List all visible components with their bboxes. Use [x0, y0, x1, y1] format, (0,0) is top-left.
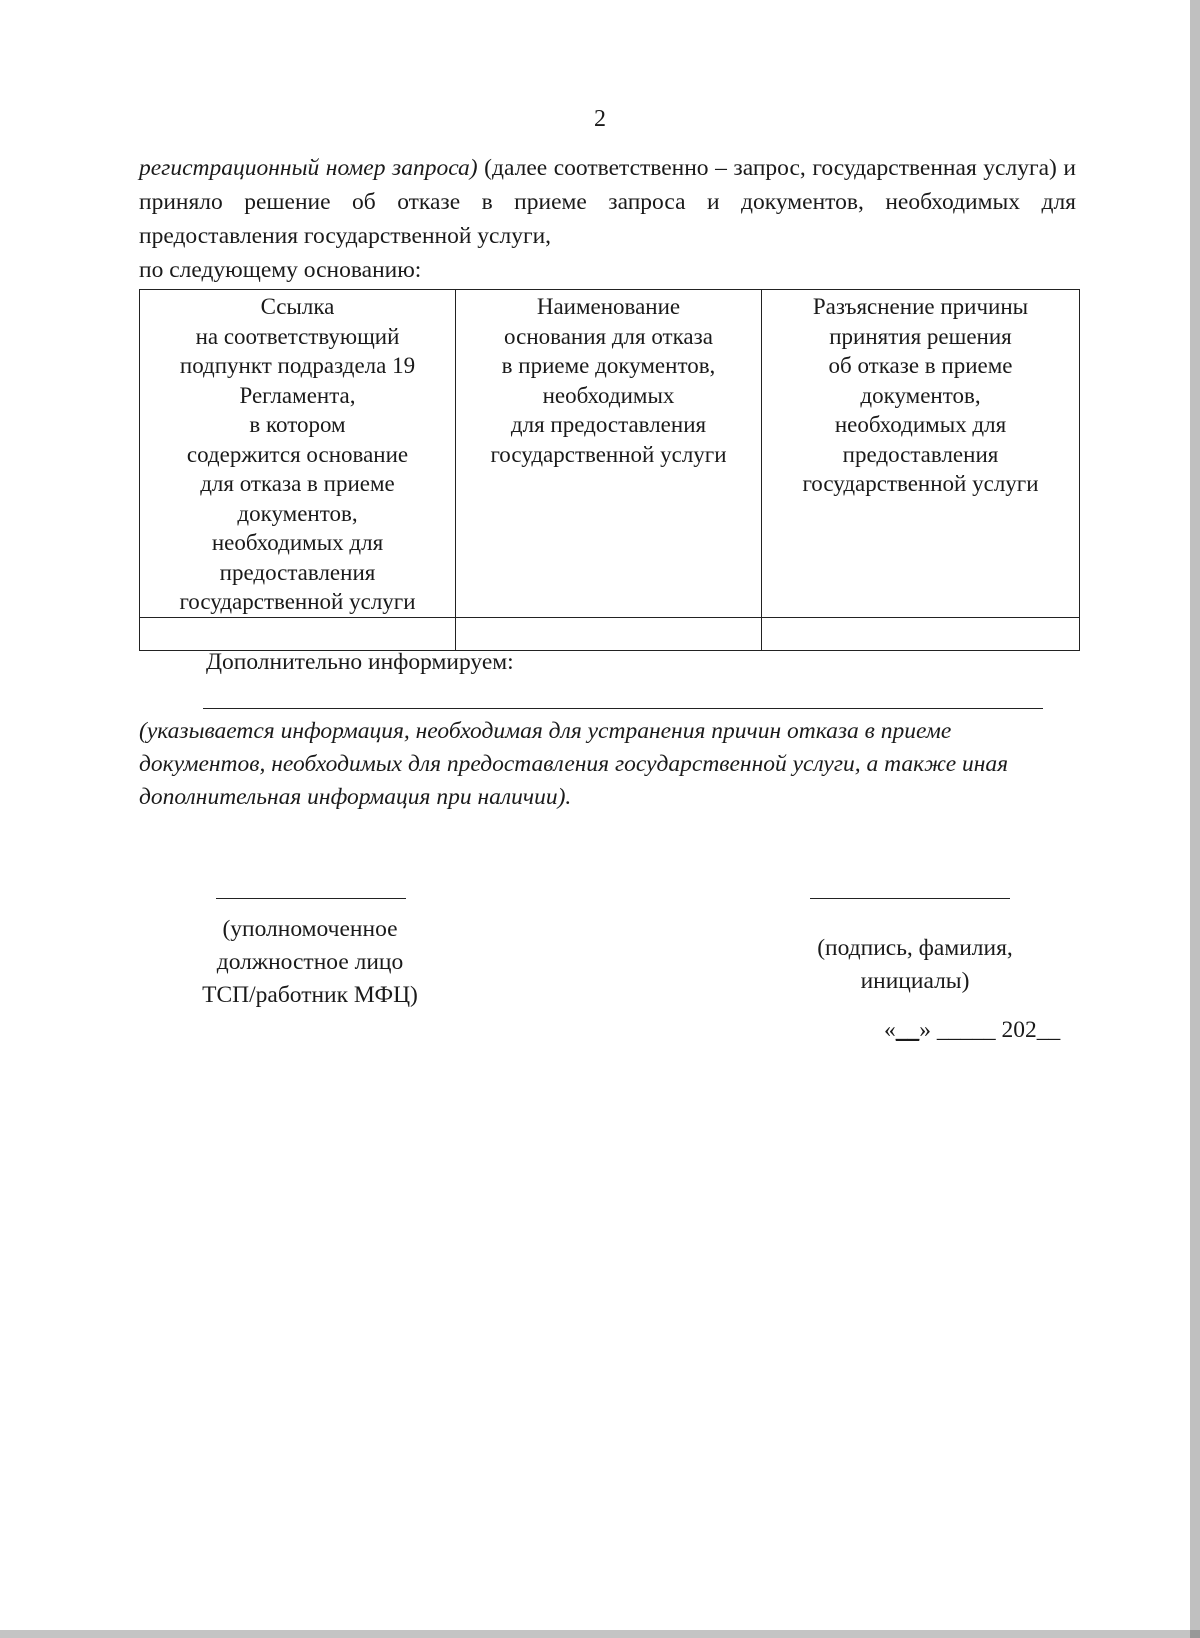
intro-last-line: по следующему основанию:: [139, 257, 422, 283]
date-line: [884, 1017, 1060, 1044]
signature-caption: (подпись, фамилия, инициалы): [817, 935, 1013, 994]
additional-info-line[interactable]: [203, 708, 1043, 709]
table-header-row: [140, 290, 1080, 618]
scan-edge-bottom: [0, 1630, 1200, 1638]
table-cell-name[interactable]: [456, 617, 762, 650]
header-reference-text: Ссылка на соответствующий подпункт подраздела 19 Регламента, в котором содержится основание для отказа в приеме документов, необходимых для предоставления государственной услуги: [179, 294, 416, 614]
header-reference-cell: [140, 290, 456, 618]
additional-info-note: (указывается информация, необходимая для устранения причин отказа в приеме документов, необходимых для предоставления государственной услуги, а также иная дополнительная информация при наличии).: [139, 718, 1009, 810]
table-cell-reference[interactable]: [140, 617, 456, 650]
official-caption: (уполномоченное должностное лицо ТСП/работник МФЦ): [202, 916, 418, 1008]
intro-text: (далее соответственно – запрос, государственная услуга) и приняло решение об отказе в приеме запроса и документов, необходимых для предоставления государственной услуги,: [139, 155, 1076, 249]
header-name-text: Наименование основания для отказа в приеме документов, необходимых для предоставления государственной услуги: [490, 294, 727, 467]
signature-name-line[interactable]: [810, 898, 1010, 899]
additional-info-label: Дополнительно информируем:: [206, 649, 514, 675]
page-number: 2: [594, 106, 606, 132]
table-cell-explanation[interactable]: [762, 617, 1080, 650]
official-signature-line[interactable]: [216, 898, 406, 899]
refusal-reasons-table: [139, 289, 1080, 651]
header-explanation-cell: [762, 290, 1080, 618]
header-name-cell: [456, 290, 762, 618]
intro-italic-text: регистрационный номер запроса): [139, 155, 478, 181]
intro-paragraph: [139, 151, 1076, 287]
scan-edge-right: [1190, 0, 1200, 1638]
date-open-quote: «: [884, 1017, 896, 1043]
date-year: 202: [1001, 1017, 1037, 1043]
table-row: [140, 617, 1080, 650]
header-explanation-text: Разъяснение причины принятия решения об отказе в приеме документов, необходимых для предоставления государственной услуги: [802, 294, 1039, 496]
date-day-blank[interactable]: __: [895, 1017, 920, 1043]
date-close-quote: »: [919, 1017, 931, 1043]
date-year-blank[interactable]: __: [1036, 1017, 1061, 1043]
date-month-blank[interactable]: _____: [936, 1017, 996, 1043]
